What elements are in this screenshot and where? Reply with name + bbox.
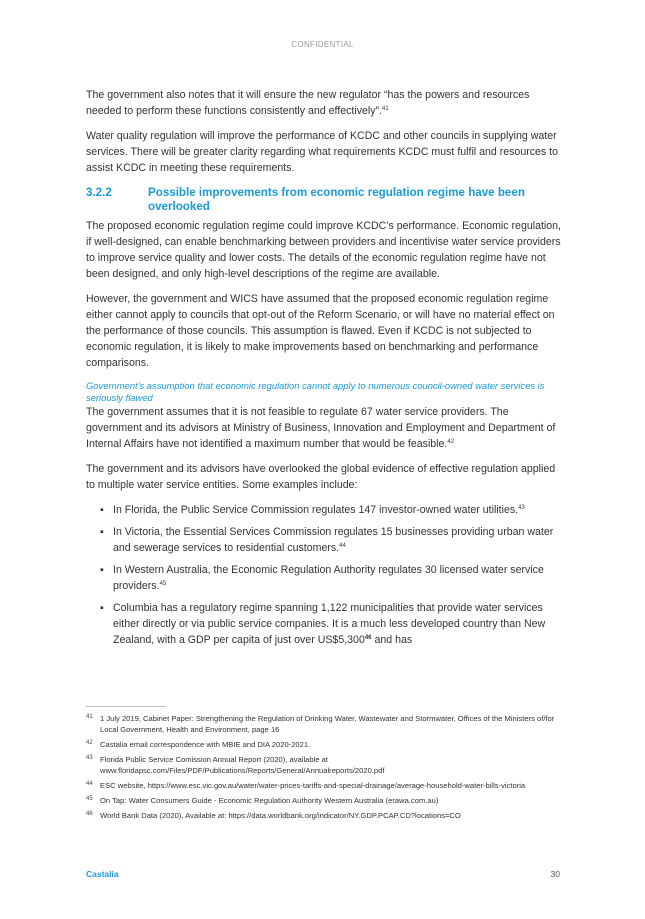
section-number: 3.2.2: [86, 186, 112, 199]
footnote-42: 42 Castalia email correspondence with MBIE and DIA 2020-2021.: [86, 740, 311, 749]
italic-subheading: Government’s assumption that economic regulation cannot apply to numerous council-owned water services is seriously flawed: [86, 380, 545, 403]
main-content: [86, 87, 562, 654]
footnote-ref-41[interactable]: 41: [382, 106, 389, 112]
bullet-icon: ▪: [100, 602, 104, 614]
footnote-43: 43 Florida Public Service Comission Annual Report (2020), available at www.floridapsc.com/Files/PDF/Publications/Reports/General/Annualreports/2020.pdf: [86, 755, 385, 775]
footnote-ref-46[interactable]: 46: [364, 635, 372, 641]
list-item: ▪ In Florida, the Public Service Commission regulates 147 investor-owned water utilities.$^{43}$: [100, 504, 525, 516]
footnote-ref-42[interactable]: 42: [447, 439, 455, 445]
list-item: ▪ In Victoria, the Essential Services Commission regulates 15 businesses providing urban water and sewerage services to residential customers.$^{44}$: [100, 526, 554, 554]
footnote-ref-43[interactable]: 43: [518, 505, 525, 511]
paragraph-wics-assumption: However, the government and WICS have assumed that the proposed economic regulation regime either cannot apply to councils that opt-out of the Reform Scenario, or will have no material effect on the performance of those councils. This assumption is flawed. Even if KCDC is not subjected to economic regulation, it is likely to make improvements based on benchmarking and performance comparisons.: [86, 293, 555, 369]
bullet-icon: ▪: [100, 526, 104, 538]
section-heading: [86, 186, 562, 214]
list-item: ▪ Columbia has a regulatory regime spanning 1,122 municipalities that provide water services either directly or via public service companies. It is a much less developed country than New Zealand, with a GDP per capita of just over US$5,300$^{46}$ and has: [100, 602, 546, 646]
footnote-41: 41 1 July 2019, Cabinet Paper: Strengthening the Regulation of Drinking Water, Wastewater and Stormwater, Offices of the Ministers of/for Local Government, Health and Environment, page 16: [86, 714, 555, 734]
paragraph-regulator-powers: The government also notes that it will ensure the new regulator “has the powers and resources needed to perform these functions consistently and effectively”.$^{41}$: [86, 89, 530, 117]
footnote-44: 44 ESC website, https://www.esc.vic.gov.au/water/water-prices-tariffs-and-special-drainage/average-household-water-bills-victoria: [86, 781, 526, 790]
footnote-divider: [86, 706, 166, 707]
list-item: ▪ In Western Australia, the Economic Regulation Authority regulates 30 licensed water service providers.$^{45}$: [100, 564, 544, 592]
paragraph-global-evidence: The government and its advisors have overlooked the global evidence of effective regulation applied to multiple water service entities. Some examples include:: [86, 463, 556, 491]
footnote-46: 46 World Bank Data (2020), Available at: https://data.worldbank.org/indicator/NY.GDP.PCAP.CD?locations=CO: [86, 811, 461, 820]
confidential-header: CONFIDENTIAL: [291, 40, 354, 49]
bullet-icon: ▪: [100, 504, 104, 516]
bullet-icon: ▪: [100, 564, 104, 576]
paragraph-water-quality: Water quality regulation will improve the performance of KCDC and other councils in supplying water services. There will be greater clarity regarding what requirements KCDC must fulfil and resources to assist KCDC in meeting these requirements.: [86, 130, 559, 174]
paragraph-economic-regulation: The proposed economic regulation regime could improve KCDC’s performance. Economic regulation, if well-designed, can enable benchmarking between providers and incentivise water service providers to improve service quality and lower costs. The details of the economic regulation regime have not been designed, and only high-level descriptions of the regime are available.: [86, 220, 561, 280]
footnote-ref-45[interactable]: 45: [159, 581, 167, 587]
examples-list: [86, 502, 562, 648]
footnotes: [86, 713, 562, 825]
page-number: 30: [550, 869, 560, 879]
paragraph-feasibility: The government assumes that it is not feasible to regulate 67 water service providers. The government and its advisors at Ministry of Business, Innovation and Employment and Department of Internal Affairs have not identified a maximum number that would be feasible.$^{42}$: [86, 406, 556, 450]
footer-brand: Castalia: [86, 869, 119, 879]
section-title: Possible improvements from economic regulation regime have been overlooked: [148, 186, 525, 213]
footnote-45: 45 On Tap: Water Consumers Guide - Economic Regulation Authority Western Australia (erawa.com.au): [86, 796, 439, 805]
footnote-ref-44[interactable]: 44: [339, 543, 346, 549]
